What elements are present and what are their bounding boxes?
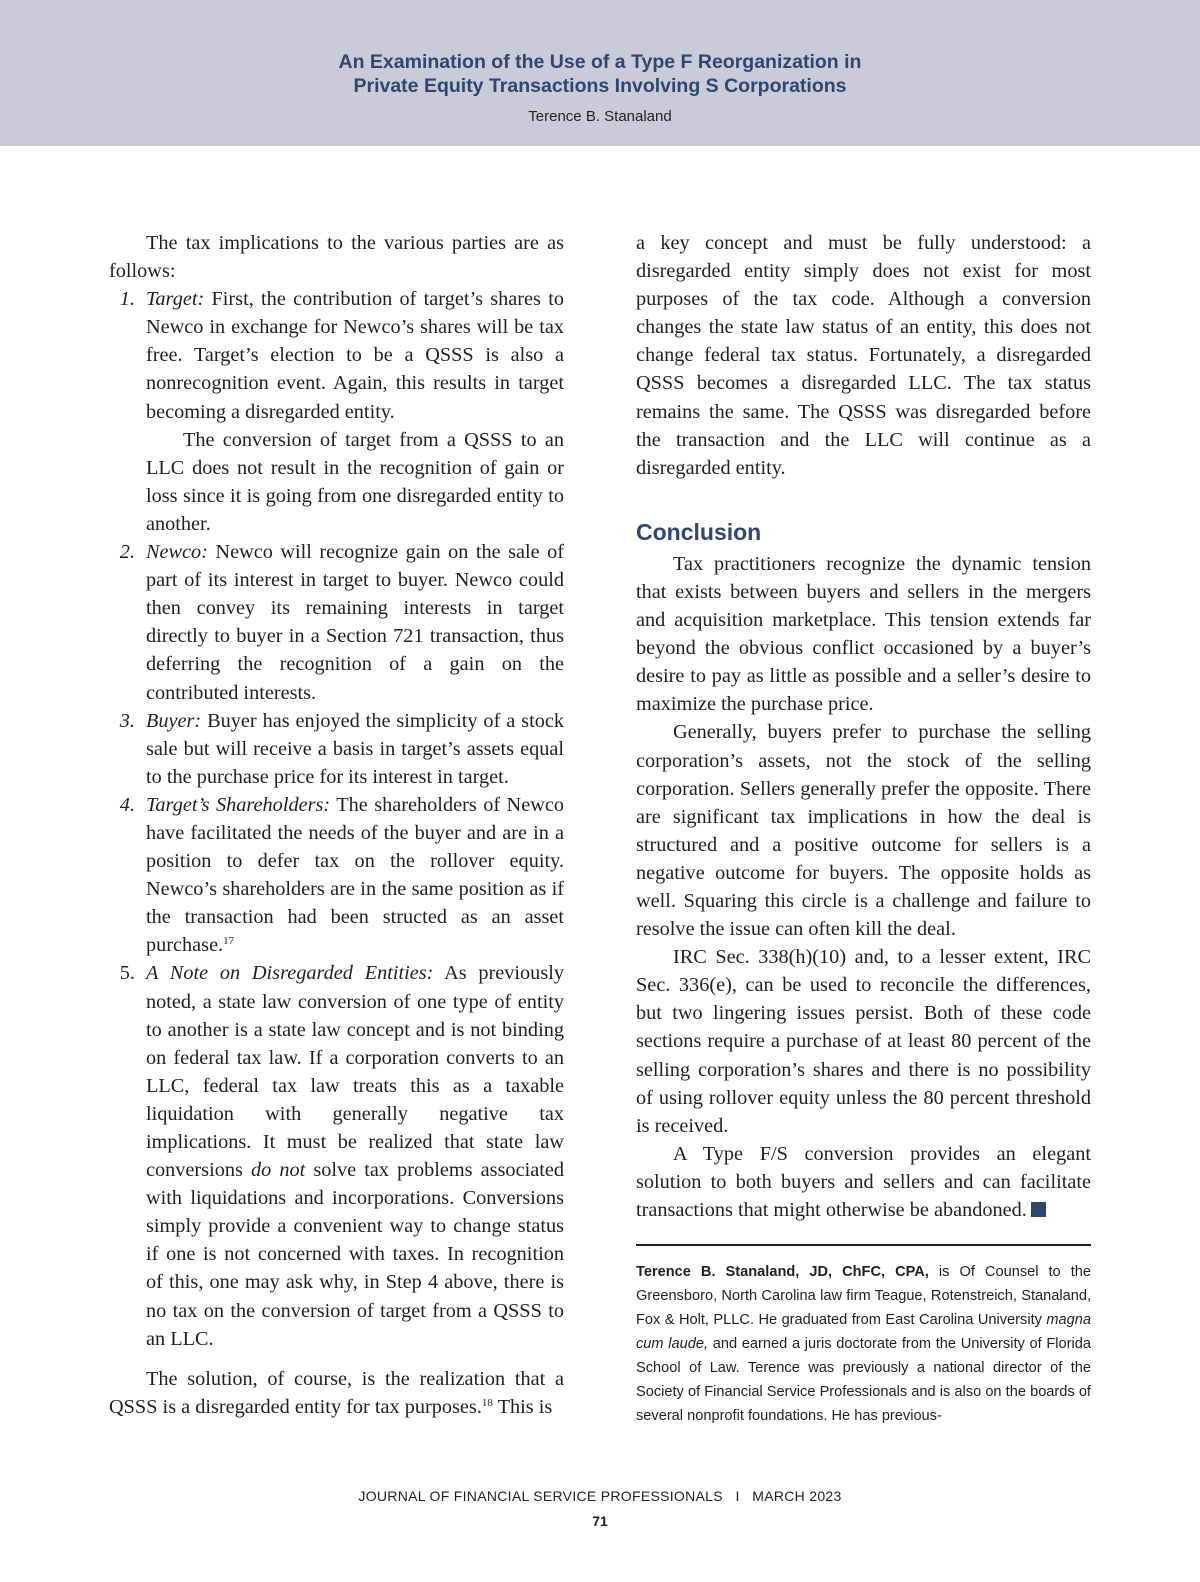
list-item-text: The shareholders of Newco have facilitated the needs of the buyer and are in a position to defer tax on the rollover equity. Newco’s shareholders are in the same position as if the transaction had been structed as an asset purchase. (146, 793, 564, 957)
list-item-text: Newco will recognize gain on the sale of part of its interest in target to buyer. Newco could then convey its remaining interests in target directly to buyer in a Section 721 transaction, thus deferring the recognition of a gain on the contributed interests. (146, 541, 564, 704)
list-item-text: Buyer has enjoyed the simplicity of a stock sale but will receive a basis in target’s assets equal to the purchase price for its interest in target. (146, 709, 564, 788)
list-item-text: As previously noted, a state law conversion of one type of entity to another is a state law concept and is not binding on federal tax law. If a corporation converts to an LLC, federal tax law treats this as a taxable liquidation with generally negative tax implications. It must be realized that state law conversions (146, 962, 564, 1182)
list-item-body (146, 959, 564, 1352)
intro-paragraph: The tax implications to the various parties are as follows: (109, 232, 564, 283)
list-item-body (146, 791, 564, 960)
conclusion-paragraph: Generally, buyers prefer to purchase the selling corporation’s assets, not the stock of the selling corporation. Sellers generally prefer the opposite. There are significant tax implications in how the deal is structured and a positive outcome for sellers is a negative outcome for buyers. The opposite holds as well. Squaring this circle is a challenge and failure to resolve the issue can often kill the deal. (636, 721, 1091, 941)
list-item-label: Newco: (146, 541, 208, 564)
footnote-marker[interactable]: 17 (223, 935, 235, 948)
list-item-continuation: The conversion of target from a QSSS to an LLC does not result in the recognition of gain or loss since it is going from one disregarded entity to another. (146, 428, 564, 535)
list-number: 1. (119, 288, 135, 311)
bio-author-name: Terence B. Stanaland, JD, ChFC, CPA, (636, 1264, 929, 1281)
list-item-label: Target’s Shareholders: (146, 793, 331, 816)
list-number: 2. (119, 541, 135, 564)
author-bio (636, 1260, 1091, 1428)
bio-text: is Of Counsel to the Greensboro, North Carolina law firm Teague, Rotenstreich, Stanaland, Fox & Holt, PLLC. He graduated from East Carolina University (636, 1264, 1091, 1329)
article-title-line-2: Private Equity Transactions Involving S Corporations (353, 75, 847, 97)
emphasis-text: do not (250, 1159, 306, 1182)
list-item-text: First, the contribution of target’s shares to Newco in exchange for Newco’s shares will be tax free. Target’s election to be a QSSS is also a nonrecognition event. Again, this results in target becoming a disregarded entity. (146, 288, 564, 423)
continuation-paragraph: a key concept and must be fully understood: a disregarded entity simply does not exist for most purposes of the tax code. Although a conversion changes the state law status of an entity, this does not change federal tax status. Fortunately, a disregarded QSSS becomes a disregarded LLC. The tax status remains the same. The QSSS was disregarded before the transaction and the LLC will continue as a disregarded entity. (636, 232, 1091, 479)
closing-text: The solution, of course, is the realization that a QSSS is a disregarded entity for tax purposes. (109, 1367, 564, 1418)
bio-text-continued: and earned a juris doctorate from the University of Florida School of Law. Terence was previously a national director of the Society of Financial Service Professionals and is also on the boards of several nonprofit foundations. He has previous- (636, 1336, 1091, 1425)
list-item-label: Buyer: (146, 709, 202, 732)
right-column (636, 229, 1091, 1428)
list-number: 5. (119, 962, 135, 985)
list-item-body (146, 707, 564, 791)
footer-journal-info: JOURNAL OF FINANCIAL SERVICE PROFESSIONALS I MARCH 2023 (358, 1488, 842, 1504)
article-title (0, 50, 1200, 98)
list-item-target (109, 285, 564, 538)
article-author: Terence B. Stanaland (528, 108, 672, 125)
list-item-body (146, 538, 564, 707)
list-item-buyer (109, 707, 564, 791)
article-title-line-1: An Examination of the Use of a Type F Reorganization in (338, 51, 862, 73)
bio-divider (636, 1244, 1091, 1246)
closing-paragraph (109, 1365, 564, 1421)
conclusion-paragraph: Tax practitioners recognize the dynamic tension that exists between buyers and sellers in the mergers and acquisition marketplace. This tension extends far beyond the obvious conflict occasioned by a buyer’s desire to pay as little as possible and a seller’s desire to maximize the purchase price. (636, 552, 1091, 716)
conclusion-paragraph-final (636, 1140, 1091, 1224)
list-number: 4. (119, 793, 135, 816)
list-item-body (146, 285, 564, 425)
conclusion-text: A Type F/S conversion provides an elegant solution to both buyers and sellers and can facilitate transactions that might otherwise be abandoned. (636, 1142, 1091, 1221)
list-item-newco (109, 538, 564, 707)
list-item-shareholders (109, 791, 564, 960)
list-number: 3. (119, 709, 135, 732)
conclusion-paragraph: IRC Sec. 338(h)(10) and, to a lesser extent, IRC Sec. 336(e), can be used to reconcile the differences, but two lingering issues persist. Both of these code sections require a purchase of at least 80 percent of the selling corporation’s shares and there is no possibility of using rollover equity unless the 80 percent threshold is received. (636, 946, 1091, 1137)
list-item-label: A Note on Disregarded Entities: (146, 962, 434, 985)
bio-emphasis: magna cum laude, (636, 1312, 1091, 1353)
closing-text-continued: This is (492, 1395, 553, 1418)
page-number: 71 (592, 1513, 608, 1529)
conclusion-heading: Conclusion (636, 518, 762, 545)
list-item-disregarded-entities (109, 959, 564, 1352)
footnote-marker[interactable]: 18 (481, 1396, 493, 1409)
end-of-article-square-icon (1031, 1202, 1046, 1217)
list-item-text-continued: solve tax problems associated with liquidations and incorporations. Conversions simply provide a convenient way to change status if one is not concerned with taxes. In recognition of this, one may ask why, in Step 4 above, there is no tax on the conversion of target from a QSSS to an LLC. (146, 1159, 564, 1350)
list-item-label: Target: (146, 288, 205, 311)
left-column (109, 229, 564, 1421)
